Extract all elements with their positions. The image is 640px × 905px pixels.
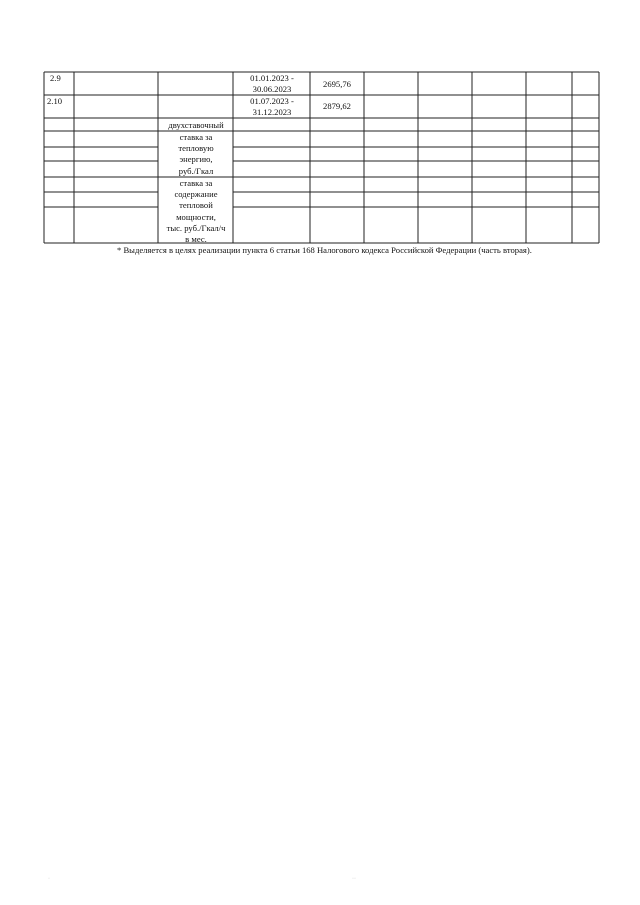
period-end: 30.06.2023	[252, 84, 292, 94]
scan-mark: ··	[352, 876, 356, 882]
tariff-type-label: двухставочный	[168, 120, 224, 130]
capacity-rate-line: тепловой	[179, 200, 213, 211]
tariff-value: 2695,76	[323, 79, 351, 89]
scan-mark: ·	[48, 876, 50, 882]
capacity-rate-line: мощности,	[176, 211, 216, 222]
row-number: 2.9	[50, 73, 61, 83]
energy-rate-label	[160, 132, 232, 177]
capacity-rate-line: содержание	[174, 189, 218, 200]
energy-rate-line: энергию,	[179, 154, 213, 165]
tariff-value: 2879,62	[323, 101, 351, 111]
capacity-rate-line: ставка за	[179, 178, 213, 188]
period-end: 31.12.2023	[252, 107, 292, 117]
period-start: 01.07.2023 -	[250, 96, 294, 106]
capacity-rate-label	[160, 178, 232, 245]
period-start: 01.01.2023 -	[250, 73, 294, 83]
row-number: 2.10	[47, 96, 63, 106]
energy-rate-line: руб./Гкал	[178, 165, 214, 176]
energy-rate-line: ставка за	[179, 132, 213, 142]
capacity-rate-line: тыс. руб./Гкал/ч	[166, 222, 226, 233]
footnote: * Выделяется в целях реализации пункта 6 статьи 168 Налогового кодекса Российской Федерации (часть вторая).	[117, 245, 532, 255]
capacity-rate-line: в мес.	[185, 234, 207, 245]
energy-rate-line: тепловую	[178, 143, 214, 154]
